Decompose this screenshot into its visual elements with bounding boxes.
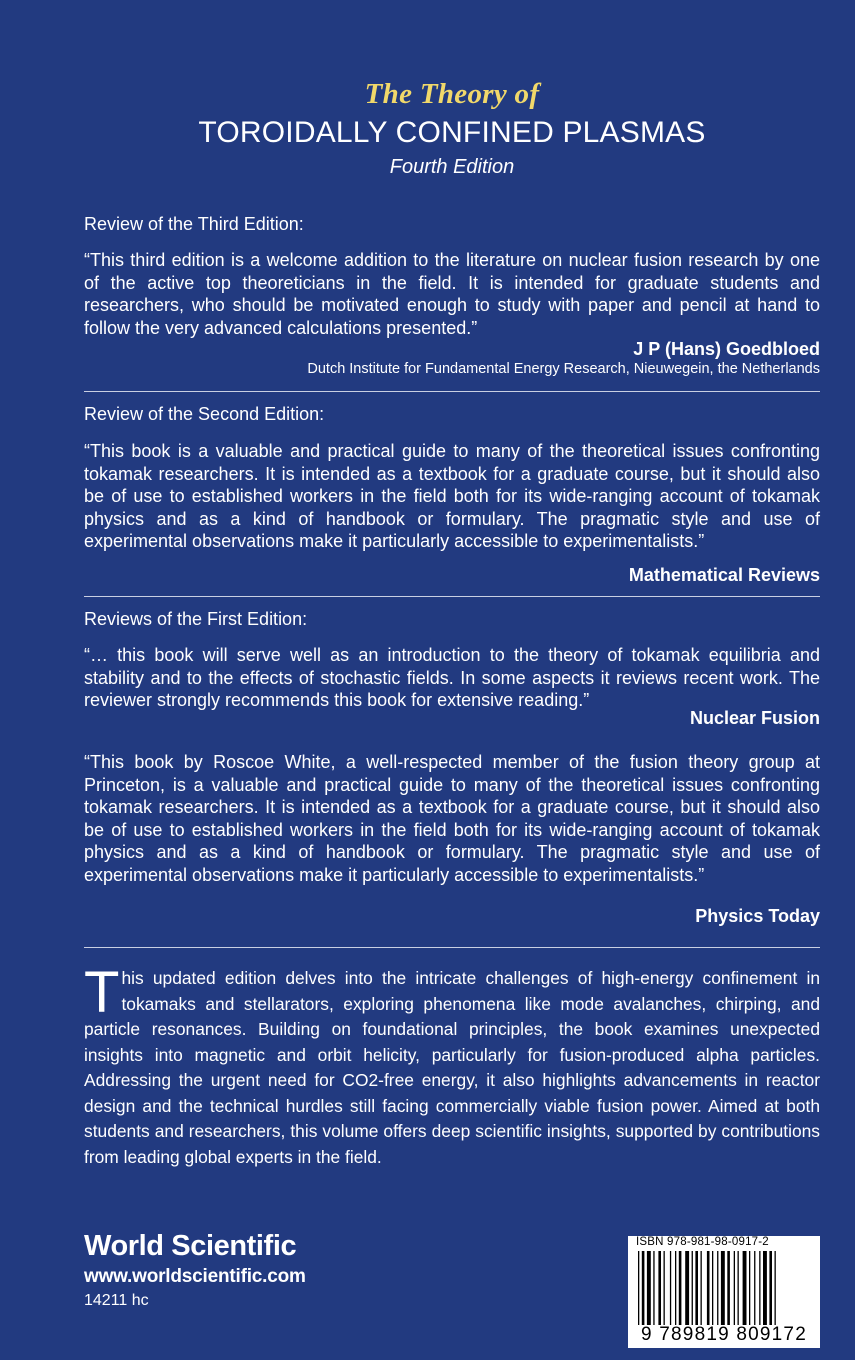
drop-cap: T	[84, 960, 120, 1025]
edition-label: Fourth Edition	[389, 156, 515, 178]
review-author-second: Mathematical Reviews	[628, 565, 820, 585]
review-affiliation-third: Dutch Institute for Fundamental Energy Research, Nieuwegein, the Netherlands	[307, 361, 820, 377]
review-quote-first: “… this book will serve well as an introduction to the theory of tokamak equilibria and stability and to the effects of stochastic fields. In some aspects it reviews recent work. The reviewer strongly recommends this book for extensive reading.”	[84, 645, 820, 710]
book-title: TOROIDALLY CONFINED PLASMAS	[198, 116, 706, 149]
product-code: 14211 hc	[84, 1292, 149, 1309]
section-divider	[84, 391, 820, 392]
review-quote-first-2: “This book by Roscoe White, a well-respected member of the fusion theory group at Princeton, is a valuable and practical guide to many of the theoretical issues confronting tokamak researchers. It is intended as a textbook for a graduate course, but it should also be of use to established workers in the field both for its wide-ranging account of tokamak physics and as a kind of handbook or formulary. The pragmatic style and use of experimental observations make it particularly accessible to experimentalists.”	[84, 752, 820, 885]
publisher-website: www.worldscientific.com	[84, 1266, 306, 1287]
review-author-first-2: Physics Today	[695, 906, 820, 926]
isbn-label: ISBN 978-981-98-0917-2	[636, 1236, 769, 1248]
barcode-number: 9 789819 809172	[641, 1324, 807, 1345]
review-heading-third: Review of the Third Edition:	[84, 214, 304, 234]
review-author-first: Nuclear Fusion	[689, 708, 820, 728]
review-heading-second: Review of the Second Edition:	[84, 404, 325, 424]
book-description	[84, 960, 820, 1170]
barcode-bars	[636, 1251, 812, 1325]
review-author-third: J P (Hans) Goedbloed	[633, 339, 820, 359]
publisher-name: World Scientific	[84, 1230, 297, 1262]
isbn-barcode	[628, 1236, 820, 1348]
back-cover	[84, 0, 820, 1360]
section-divider	[84, 596, 820, 597]
section-divider	[84, 947, 820, 948]
description-text: his updated edition delves into the intricate challenges of high-energy confinement in tokamaks and stellarators, exploring phenomena like mode avalanches, chirping, and particle resonances. Building on foundational principles, the book examines unexpected insights into magnetic and orbit helicity, particularly for fusion-produced alpha particles. Addressing the urgent need for CO2-free energy, it also highlights advancements in reactor design and the technical hurdles still facing commercially viable fusion power. Aimed at both students and researchers, this volume offers deep scientific insights, supported by contributions from leading global experts in the field.	[84, 968, 820, 1167]
review-heading-first: Reviews of the First Edition:	[84, 609, 308, 629]
title-italic: The Theory of	[364, 78, 540, 110]
review-quote-second: “This book is a valuable and practical guide to many of the theoretical issues confronting tokamak researchers. It is intended as a textbook for a graduate course, but it should also be of use to established workers in the field both for its wide-ranging account of tokamak physics and as a kind of handbook or formulary. The pragmatic style and use of experimental observations make it particularly accessible to experimentalists.”	[84, 441, 820, 551]
review-quote-third: “This third edition is a welcome addition to the literature on nuclear fusion research by one of the active top theoreticians in the field. It is intended for graduate students and researchers, who should be motivated enough to study with paper and pencil at hand to follow the very advanced calculations presented.”	[84, 250, 820, 338]
